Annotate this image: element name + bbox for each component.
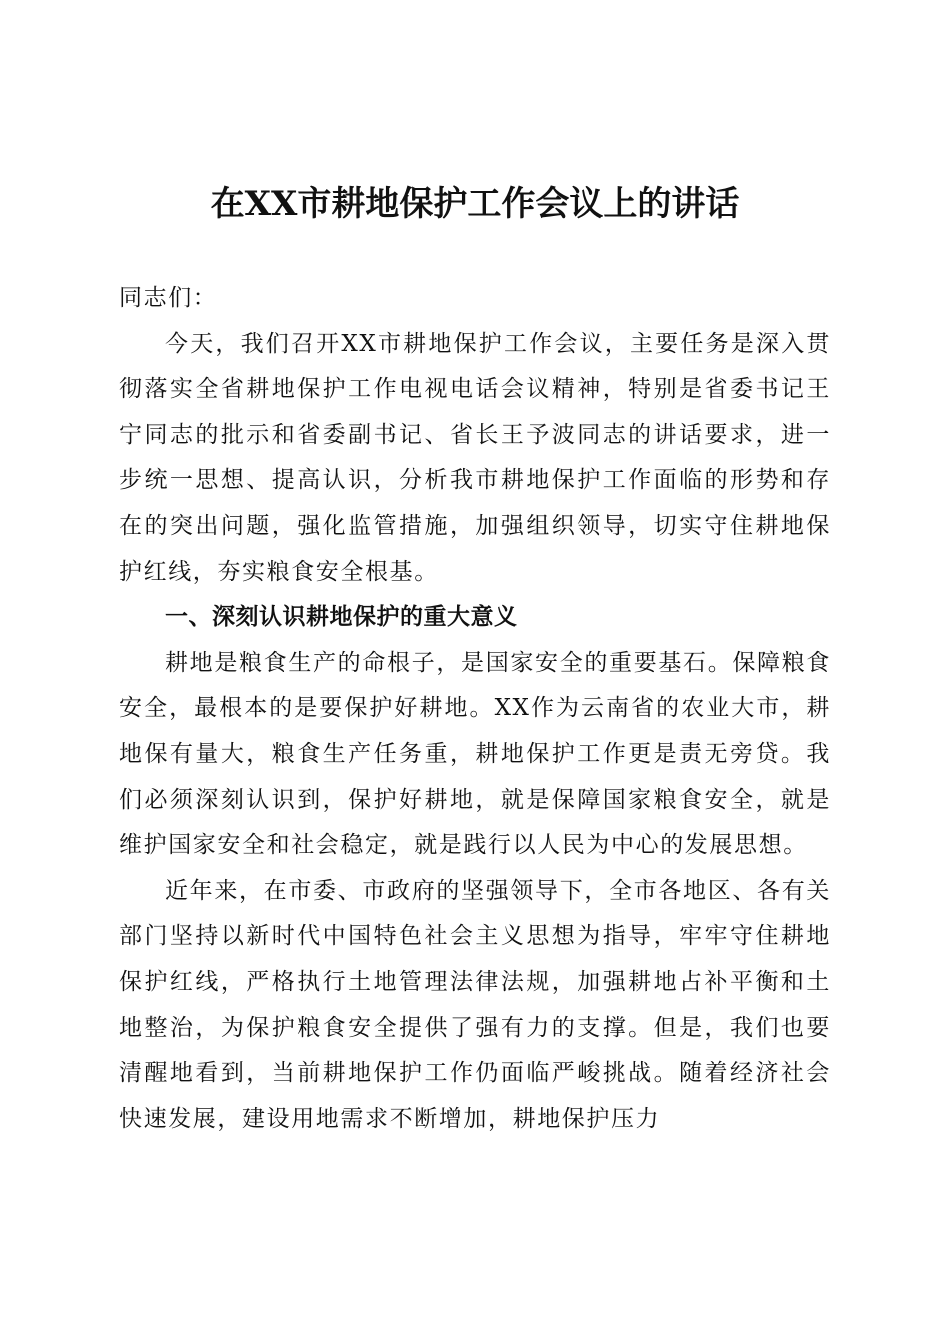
paragraph-significance: 耕地是粮食生产的命根子，是国家安全的重要基石。保障粮食安全，最根本的是要保护好耕地。XX作为云南省的农业大市，耕地保有量大，粮食生产任务重，耕地保护工作更是责无旁贷。我们必须深刻认识到，保护好耕地，就是保障国家粮食安全，就是维护国家安全和社会稳定，就是践行以人民为中心的发展思想。: [119, 649, 831, 859]
document-title: 在XX市耕地保护工作会议上的讲话: [210, 184, 740, 224]
paragraph-recent-years: 近年来，在市委、市政府的坚强领导下，全市各地区、各有关部门坚持以新时代中国特色社会主义思想为指导，牢牢守住耕地保护红线，严格执行土地管理法律法规，加强耕地占补平衡和土地整治，为保护粮食安全提供了强有力的支撑。但是，我们也要清醒地看到，当前耕地保护工作仍面临严峻挑战。随着经济社会快速发展，建设用地需求不断增加，耕地保护压力: [119, 877, 831, 1132]
paragraph-intro: 今天，我们召开XX市耕地保护工作会议，主要任务是深入贯彻落实全省耕地保护工作电视电话会议精神，特别是省委书记王宁同志的批示和省委副书记、省长王予波同志的讲话要求，进一步统一思想、提高认识，分析我市耕地保护工作面临的形势和存在的突出问题，强化监管措施，加强组织领导，切实守住耕地保护红线，夯实粮食安全根基。: [119, 330, 831, 585]
salutation: 同志们：: [119, 285, 218, 311]
section-heading-1: 一、深刻认识耕地保护的重大意义: [165, 604, 518, 631]
document-body: [119, 276, 831, 1142]
